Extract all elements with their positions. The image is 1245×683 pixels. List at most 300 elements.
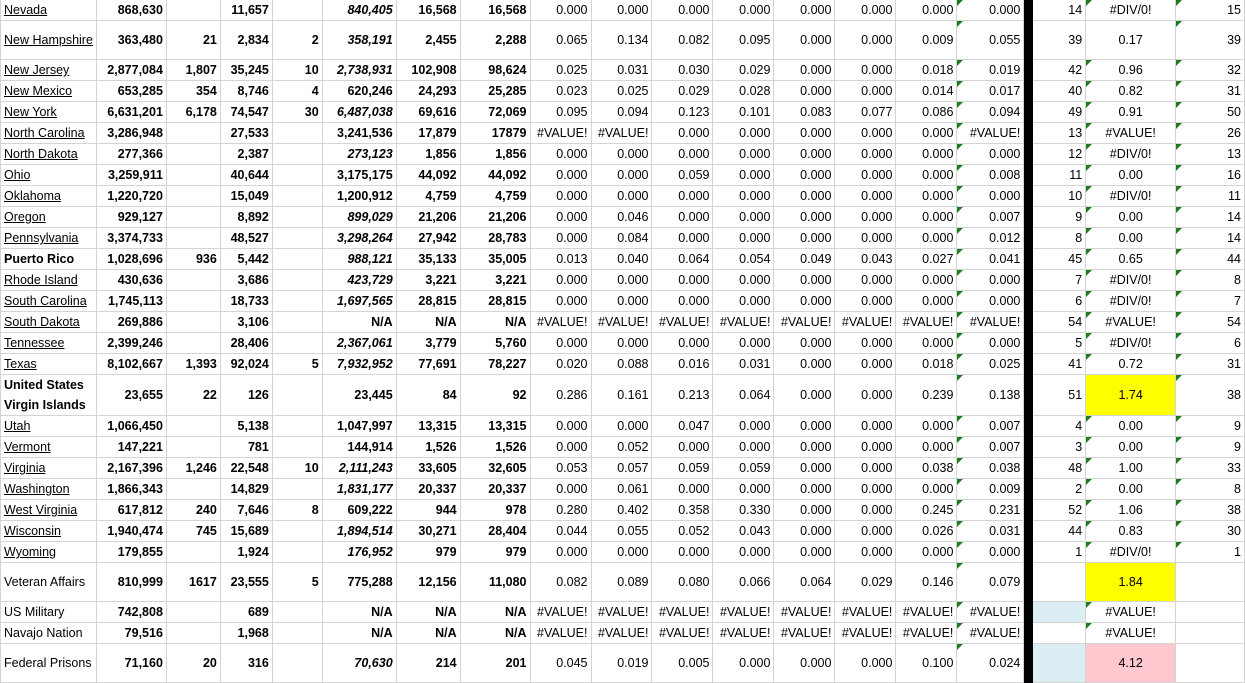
- ratio-cell[interactable]: 0.088: [591, 354, 652, 375]
- ratio-cell[interactable]: 0.025: [530, 60, 591, 81]
- population-cell[interactable]: 8,102,667: [96, 354, 166, 375]
- ratio-cell[interactable]: 0.000: [652, 270, 713, 291]
- rank-cell[interactable]: [1033, 602, 1086, 623]
- col-f-cell[interactable]: 273,123: [322, 144, 396, 165]
- col-e-cell[interactable]: [272, 416, 322, 437]
- secondary-rank-cell[interactable]: 13: [1176, 144, 1245, 165]
- population-cell[interactable]: 1,028,696: [96, 249, 166, 270]
- col-c-cell[interactable]: 1,393: [166, 354, 220, 375]
- jurisdiction-name-cell[interactable]: Puerto Rico: [1, 249, 97, 270]
- ratio-cell[interactable]: 0.000: [713, 228, 774, 249]
- ratio-cell[interactable]: 0.000: [774, 144, 835, 165]
- col-f-cell[interactable]: N/A: [322, 602, 396, 623]
- secondary-rank-cell[interactable]: [1176, 563, 1245, 602]
- col-h-cell[interactable]: 25,285: [460, 81, 530, 102]
- secondary-rank-cell[interactable]: [1176, 602, 1245, 623]
- col-h-cell[interactable]: 17879: [460, 123, 530, 144]
- ratio-cell[interactable]: 0.027: [896, 249, 957, 270]
- col-e-cell[interactable]: [272, 644, 322, 683]
- ratio-cell[interactable]: 0.000: [896, 416, 957, 437]
- ratio-cell[interactable]: 0.009: [957, 479, 1024, 500]
- ratio-cell[interactable]: 0.005: [652, 644, 713, 683]
- col-d-cell[interactable]: 3,106: [220, 312, 272, 333]
- col-f-cell[interactable]: 2,738,931: [322, 60, 396, 81]
- rank-cell[interactable]: [1033, 623, 1086, 644]
- ratio-cell[interactable]: 0.000: [835, 437, 896, 458]
- ratio-cell[interactable]: 0.000: [713, 479, 774, 500]
- ratio-cell[interactable]: 0.000: [774, 479, 835, 500]
- col-d-cell[interactable]: 7,646: [220, 500, 272, 521]
- col-d-cell[interactable]: 92,024: [220, 354, 272, 375]
- ratio-cell[interactable]: 0.031: [591, 60, 652, 81]
- population-cell[interactable]: 1,220,720: [96, 186, 166, 207]
- col-d-cell[interactable]: 2,834: [220, 21, 272, 60]
- population-cell[interactable]: 810,999: [96, 563, 166, 602]
- col-c-cell[interactable]: 6,178: [166, 102, 220, 123]
- col-d-cell[interactable]: 8,746: [220, 81, 272, 102]
- col-e-cell[interactable]: [272, 437, 322, 458]
- ratio-cell[interactable]: 0.029: [835, 563, 896, 602]
- ratio-cell[interactable]: #VALUE!: [530, 623, 591, 644]
- col-g-cell[interactable]: 3,779: [396, 333, 460, 354]
- secondary-rank-cell[interactable]: 16: [1176, 165, 1245, 186]
- secondary-rank-cell[interactable]: [1176, 623, 1245, 644]
- state-link-cell[interactable]: Ohio: [1, 165, 97, 186]
- score-cell[interactable]: 0.00: [1086, 479, 1176, 500]
- ratio-cell[interactable]: 0.059: [652, 165, 713, 186]
- ratio-cell[interactable]: 0.000: [835, 123, 896, 144]
- ratio-cell[interactable]: 0.358: [652, 500, 713, 521]
- state-link-cell[interactable]: West Virginia: [1, 500, 97, 521]
- score-cell[interactable]: 1.06: [1086, 500, 1176, 521]
- ratio-cell[interactable]: 0.047: [652, 416, 713, 437]
- ratio-cell[interactable]: #VALUE!: [774, 312, 835, 333]
- population-cell[interactable]: 71,160: [96, 644, 166, 683]
- ratio-cell[interactable]: 0.086: [896, 102, 957, 123]
- ratio-cell[interactable]: 0.041: [957, 249, 1024, 270]
- col-c-cell[interactable]: [166, 270, 220, 291]
- rank-cell[interactable]: 5: [1033, 333, 1086, 354]
- col-c-cell[interactable]: 936: [166, 249, 220, 270]
- ratio-cell[interactable]: 0.000: [835, 333, 896, 354]
- score-cell[interactable]: #DIV/0!: [1086, 0, 1176, 21]
- col-f-cell[interactable]: 6,487,038: [322, 102, 396, 123]
- col-e-cell[interactable]: 10: [272, 60, 322, 81]
- ratio-cell[interactable]: 0.000: [713, 644, 774, 683]
- col-c-cell[interactable]: [166, 542, 220, 563]
- col-h-cell[interactable]: 16,568: [460, 0, 530, 21]
- state-link-cell[interactable]: New Jersey: [1, 60, 97, 81]
- ratio-cell[interactable]: #VALUE!: [957, 623, 1024, 644]
- ratio-cell[interactable]: #VALUE!: [835, 312, 896, 333]
- col-d-cell[interactable]: 35,245: [220, 60, 272, 81]
- ratio-cell[interactable]: 0.000: [530, 291, 591, 312]
- rank-cell[interactable]: 8: [1033, 228, 1086, 249]
- secondary-rank-cell[interactable]: 11: [1176, 186, 1245, 207]
- col-f-cell[interactable]: 609,222: [322, 500, 396, 521]
- col-g-cell[interactable]: 1,856: [396, 144, 460, 165]
- col-g-cell[interactable]: N/A: [396, 312, 460, 333]
- ratio-cell[interactable]: #VALUE!: [591, 623, 652, 644]
- col-d-cell[interactable]: 126: [220, 375, 272, 416]
- ratio-cell[interactable]: 0.031: [957, 521, 1024, 542]
- col-d-cell[interactable]: 14,829: [220, 479, 272, 500]
- col-f-cell[interactable]: 620,246: [322, 81, 396, 102]
- ratio-cell[interactable]: 0.000: [896, 0, 957, 21]
- ratio-cell[interactable]: 0.080: [652, 563, 713, 602]
- ratio-cell[interactable]: 0.000: [774, 123, 835, 144]
- score-cell[interactable]: #DIV/0!: [1086, 144, 1176, 165]
- ratio-cell[interactable]: 0.082: [530, 563, 591, 602]
- ratio-cell[interactable]: 0.000: [835, 270, 896, 291]
- score-cell[interactable]: 1.74: [1086, 375, 1176, 416]
- score-cell[interactable]: #DIV/0!: [1086, 291, 1176, 312]
- col-d-cell[interactable]: 1,924: [220, 542, 272, 563]
- col-e-cell[interactable]: [272, 542, 322, 563]
- col-c-cell[interactable]: [166, 437, 220, 458]
- secondary-rank-cell[interactable]: 8: [1176, 479, 1245, 500]
- col-g-cell[interactable]: 27,942: [396, 228, 460, 249]
- score-cell[interactable]: 0.65: [1086, 249, 1176, 270]
- secondary-rank-cell[interactable]: 15: [1176, 0, 1245, 21]
- ratio-cell[interactable]: 0.000: [530, 542, 591, 563]
- col-h-cell[interactable]: 5,760: [460, 333, 530, 354]
- ratio-cell[interactable]: 0.052: [591, 437, 652, 458]
- jurisdiction-name-cell[interactable]: United States Virgin Islands: [1, 375, 97, 416]
- rank-cell[interactable]: 39: [1033, 21, 1086, 60]
- ratio-cell[interactable]: 0.134: [591, 21, 652, 60]
- ratio-cell[interactable]: #VALUE!: [957, 123, 1024, 144]
- secondary-rank-cell[interactable]: 7: [1176, 291, 1245, 312]
- state-link-cell[interactable]: North Carolina: [1, 123, 97, 144]
- col-f-cell[interactable]: 144,914: [322, 437, 396, 458]
- population-cell[interactable]: 1,745,113: [96, 291, 166, 312]
- ratio-cell[interactable]: 0.014: [896, 81, 957, 102]
- ratio-cell[interactable]: 0.000: [835, 144, 896, 165]
- secondary-rank-cell[interactable]: 8: [1176, 270, 1245, 291]
- state-link-cell[interactable]: Oregon: [1, 207, 97, 228]
- ratio-cell[interactable]: 0.000: [896, 123, 957, 144]
- rank-cell[interactable]: 51: [1033, 375, 1086, 416]
- col-c-cell[interactable]: 745: [166, 521, 220, 542]
- ratio-cell[interactable]: 0.000: [713, 416, 774, 437]
- ratio-cell[interactable]: 0.000: [530, 416, 591, 437]
- ratio-cell[interactable]: 0.054: [713, 249, 774, 270]
- ratio-cell[interactable]: 0.059: [652, 458, 713, 479]
- col-d-cell[interactable]: 48,527: [220, 228, 272, 249]
- rank-cell[interactable]: 14: [1033, 0, 1086, 21]
- col-c-cell[interactable]: 240: [166, 500, 220, 521]
- ratio-cell[interactable]: #VALUE!: [774, 602, 835, 623]
- ratio-cell[interactable]: #VALUE!: [835, 623, 896, 644]
- ratio-cell[interactable]: 0.095: [530, 102, 591, 123]
- col-f-cell[interactable]: 775,288: [322, 563, 396, 602]
- ratio-cell[interactable]: 0.019: [957, 60, 1024, 81]
- col-e-cell[interactable]: [272, 207, 322, 228]
- ratio-cell[interactable]: 0.019: [591, 644, 652, 683]
- rank-cell[interactable]: 48: [1033, 458, 1086, 479]
- ratio-cell[interactable]: 0.000: [713, 542, 774, 563]
- ratio-cell[interactable]: 0.000: [652, 542, 713, 563]
- ratio-cell[interactable]: 0.138: [957, 375, 1024, 416]
- ratio-cell[interactable]: 0.000: [835, 186, 896, 207]
- ratio-cell[interactable]: 0.000: [774, 375, 835, 416]
- state-link-cell[interactable]: Wyoming: [1, 542, 97, 563]
- rank-cell[interactable]: 44: [1033, 521, 1086, 542]
- ratio-cell[interactable]: 0.000: [957, 270, 1024, 291]
- ratio-cell[interactable]: #VALUE!: [591, 123, 652, 144]
- state-link-cell[interactable]: Pennsylvania: [1, 228, 97, 249]
- ratio-cell[interactable]: 0.024: [957, 644, 1024, 683]
- state-link-cell[interactable]: South Dakota: [1, 312, 97, 333]
- ratio-cell[interactable]: 0.055: [591, 521, 652, 542]
- ratio-cell[interactable]: 0.028: [713, 81, 774, 102]
- state-link-cell[interactable]: Nevada: [1, 0, 97, 21]
- rank-cell[interactable]: 10: [1033, 186, 1086, 207]
- col-c-cell[interactable]: [166, 312, 220, 333]
- ratio-cell[interactable]: #VALUE!: [530, 312, 591, 333]
- col-g-cell[interactable]: 13,315: [396, 416, 460, 437]
- score-cell[interactable]: 0.00: [1086, 416, 1176, 437]
- ratio-cell[interactable]: 0.000: [774, 333, 835, 354]
- col-c-cell[interactable]: 20: [166, 644, 220, 683]
- ratio-cell[interactable]: 0.077: [835, 102, 896, 123]
- col-e-cell[interactable]: 5: [272, 354, 322, 375]
- ratio-cell[interactable]: #VALUE!: [774, 623, 835, 644]
- rank-cell[interactable]: 2: [1033, 479, 1086, 500]
- ratio-cell[interactable]: 0.000: [774, 186, 835, 207]
- col-g-cell[interactable]: 1,526: [396, 437, 460, 458]
- population-cell[interactable]: 617,812: [96, 500, 166, 521]
- ratio-cell[interactable]: 0.000: [591, 144, 652, 165]
- ratio-cell[interactable]: 0.057: [591, 458, 652, 479]
- secondary-rank-cell[interactable]: 9: [1176, 416, 1245, 437]
- score-cell[interactable]: 4.12: [1086, 644, 1176, 683]
- ratio-cell[interactable]: 0.000: [774, 542, 835, 563]
- col-f-cell[interactable]: 7,932,952: [322, 354, 396, 375]
- ratio-cell[interactable]: 0.100: [896, 644, 957, 683]
- population-cell[interactable]: 653,285: [96, 81, 166, 102]
- ratio-cell[interactable]: 0.055: [957, 21, 1024, 60]
- population-cell[interactable]: 2,167,396: [96, 458, 166, 479]
- col-d-cell[interactable]: 8,892: [220, 207, 272, 228]
- ratio-cell[interactable]: 0.046: [591, 207, 652, 228]
- col-e-cell[interactable]: [272, 623, 322, 644]
- ratio-cell[interactable]: 0.045: [530, 644, 591, 683]
- population-cell[interactable]: 2,877,084: [96, 60, 166, 81]
- ratio-cell[interactable]: 0.030: [652, 60, 713, 81]
- ratio-cell[interactable]: 0.000: [957, 291, 1024, 312]
- ratio-cell[interactable]: #VALUE!: [896, 623, 957, 644]
- ratio-cell[interactable]: 0.000: [713, 333, 774, 354]
- ratio-cell[interactable]: 0.023: [530, 81, 591, 102]
- ratio-cell[interactable]: 0.083: [774, 102, 835, 123]
- ratio-cell[interactable]: 0.079: [957, 563, 1024, 602]
- ratio-cell[interactable]: 0.043: [835, 249, 896, 270]
- secondary-rank-cell[interactable]: 14: [1176, 207, 1245, 228]
- col-e-cell[interactable]: [272, 375, 322, 416]
- col-c-cell[interactable]: [166, 602, 220, 623]
- ratio-cell[interactable]: #VALUE!: [591, 312, 652, 333]
- col-f-cell[interactable]: 70,630: [322, 644, 396, 683]
- col-f-cell[interactable]: 23,445: [322, 375, 396, 416]
- col-e-cell[interactable]: 2: [272, 21, 322, 60]
- col-h-cell[interactable]: 92: [460, 375, 530, 416]
- ratio-cell[interactable]: 0.000: [896, 165, 957, 186]
- secondary-rank-cell[interactable]: 38: [1176, 500, 1245, 521]
- col-h-cell[interactable]: 978: [460, 500, 530, 521]
- population-cell[interactable]: 868,630: [96, 0, 166, 21]
- ratio-cell[interactable]: 0.000: [713, 291, 774, 312]
- ratio-cell[interactable]: 0.000: [835, 479, 896, 500]
- ratio-cell[interactable]: #VALUE!: [652, 623, 713, 644]
- ratio-cell[interactable]: 0.000: [774, 270, 835, 291]
- ratio-cell[interactable]: 0.000: [835, 375, 896, 416]
- population-cell[interactable]: 79,516: [96, 623, 166, 644]
- ratio-cell[interactable]: 0.064: [652, 249, 713, 270]
- ratio-cell[interactable]: #VALUE!: [835, 602, 896, 623]
- ratio-cell[interactable]: 0.000: [835, 354, 896, 375]
- rank-cell[interactable]: 7: [1033, 270, 1086, 291]
- ratio-cell[interactable]: 0.000: [774, 0, 835, 21]
- secondary-rank-cell[interactable]: 44: [1176, 249, 1245, 270]
- ratio-cell[interactable]: 0.000: [835, 521, 896, 542]
- ratio-cell[interactable]: 0.000: [530, 165, 591, 186]
- ratio-cell[interactable]: 0.000: [713, 186, 774, 207]
- col-f-cell[interactable]: 1,894,514: [322, 521, 396, 542]
- secondary-rank-cell[interactable]: 9: [1176, 437, 1245, 458]
- ratio-cell[interactable]: 0.000: [774, 354, 835, 375]
- state-link-cell[interactable]: Washington: [1, 479, 97, 500]
- ratio-cell[interactable]: #VALUE!: [713, 312, 774, 333]
- rank-cell[interactable]: 52: [1033, 500, 1086, 521]
- col-d-cell[interactable]: 27,533: [220, 123, 272, 144]
- ratio-cell[interactable]: 0.000: [774, 207, 835, 228]
- rank-cell[interactable]: [1033, 644, 1086, 683]
- ratio-cell[interactable]: 0.000: [774, 81, 835, 102]
- secondary-rank-cell[interactable]: 14: [1176, 228, 1245, 249]
- ratio-cell[interactable]: 0.000: [652, 123, 713, 144]
- col-h-cell[interactable]: 20,337: [460, 479, 530, 500]
- ratio-cell[interactable]: 0.000: [835, 644, 896, 683]
- col-e-cell[interactable]: [272, 165, 322, 186]
- col-h-cell[interactable]: 28,783: [460, 228, 530, 249]
- col-g-cell[interactable]: 84: [396, 375, 460, 416]
- col-f-cell[interactable]: N/A: [322, 312, 396, 333]
- col-f-cell[interactable]: N/A: [322, 623, 396, 644]
- ratio-cell[interactable]: 0.038: [896, 458, 957, 479]
- col-c-cell[interactable]: [166, 207, 220, 228]
- ratio-cell[interactable]: 0.000: [652, 228, 713, 249]
- col-e-cell[interactable]: [272, 521, 322, 542]
- ratio-cell[interactable]: 0.000: [835, 500, 896, 521]
- score-cell[interactable]: #DIV/0!: [1086, 270, 1176, 291]
- ratio-cell[interactable]: 0.009: [896, 21, 957, 60]
- col-d-cell[interactable]: 1,968: [220, 623, 272, 644]
- ratio-cell[interactable]: 0.245: [896, 500, 957, 521]
- ratio-cell[interactable]: 0.000: [591, 542, 652, 563]
- ratio-cell[interactable]: 0.239: [896, 375, 957, 416]
- ratio-cell[interactable]: 0.000: [896, 207, 957, 228]
- score-cell[interactable]: 0.83: [1086, 521, 1176, 542]
- rank-cell[interactable]: 1: [1033, 542, 1086, 563]
- ratio-cell[interactable]: 0.025: [957, 354, 1024, 375]
- score-cell[interactable]: 0.00: [1086, 437, 1176, 458]
- ratio-cell[interactable]: 0.007: [957, 207, 1024, 228]
- col-c-cell[interactable]: [166, 291, 220, 312]
- ratio-cell[interactable]: 0.000: [591, 165, 652, 186]
- population-cell[interactable]: 1,940,474: [96, 521, 166, 542]
- col-c-cell[interactable]: 354: [166, 81, 220, 102]
- jurisdiction-name-cell[interactable]: Veteran Affairs: [1, 563, 97, 602]
- ratio-cell[interactable]: 0.000: [774, 165, 835, 186]
- col-d-cell[interactable]: 18,733: [220, 291, 272, 312]
- ratio-cell[interactable]: 0.000: [957, 542, 1024, 563]
- ratio-cell[interactable]: 0.000: [896, 333, 957, 354]
- rank-cell[interactable]: 40: [1033, 81, 1086, 102]
- ratio-cell[interactable]: #VALUE!: [591, 602, 652, 623]
- score-cell[interactable]: #DIV/0!: [1086, 333, 1176, 354]
- ratio-cell[interactable]: 0.000: [896, 291, 957, 312]
- ratio-cell[interactable]: 0.000: [835, 207, 896, 228]
- col-g-cell[interactable]: 12,156: [396, 563, 460, 602]
- ratio-cell[interactable]: 0.161: [591, 375, 652, 416]
- col-c-cell[interactable]: [166, 144, 220, 165]
- col-h-cell[interactable]: 1,526: [460, 437, 530, 458]
- col-h-cell[interactable]: 28,815: [460, 291, 530, 312]
- col-g-cell[interactable]: 35,133: [396, 249, 460, 270]
- col-d-cell[interactable]: 781: [220, 437, 272, 458]
- ratio-cell[interactable]: 0.000: [774, 437, 835, 458]
- secondary-rank-cell[interactable]: 26: [1176, 123, 1245, 144]
- col-f-cell[interactable]: 1,697,565: [322, 291, 396, 312]
- ratio-cell[interactable]: 0.000: [957, 186, 1024, 207]
- population-cell[interactable]: 147,221: [96, 437, 166, 458]
- ratio-cell[interactable]: #VALUE!: [896, 602, 957, 623]
- ratio-cell[interactable]: 0.000: [957, 333, 1024, 354]
- ratio-cell[interactable]: 0.000: [835, 21, 896, 60]
- ratio-cell[interactable]: 0.000: [835, 416, 896, 437]
- secondary-rank-cell[interactable]: 6: [1176, 333, 1245, 354]
- score-cell[interactable]: #VALUE!: [1086, 602, 1176, 623]
- ratio-cell[interactable]: #VALUE!: [957, 312, 1024, 333]
- ratio-cell[interactable]: #VALUE!: [530, 602, 591, 623]
- secondary-rank-cell[interactable]: 38: [1176, 375, 1245, 416]
- ratio-cell[interactable]: 0.000: [530, 228, 591, 249]
- col-g-cell[interactable]: 3,221: [396, 270, 460, 291]
- score-cell[interactable]: 1.00: [1086, 458, 1176, 479]
- ratio-cell[interactable]: 0.007: [957, 416, 1024, 437]
- population-cell[interactable]: 269,886: [96, 312, 166, 333]
- rank-cell[interactable]: 54: [1033, 312, 1086, 333]
- ratio-cell[interactable]: 0.064: [713, 375, 774, 416]
- ratio-cell[interactable]: 0.000: [652, 144, 713, 165]
- ratio-cell[interactable]: 0.066: [713, 563, 774, 602]
- secondary-rank-cell[interactable]: 31: [1176, 81, 1245, 102]
- col-e-cell[interactable]: [272, 228, 322, 249]
- col-h-cell[interactable]: 979: [460, 542, 530, 563]
- ratio-cell[interactable]: 0.000: [896, 437, 957, 458]
- ratio-cell[interactable]: 0.000: [591, 186, 652, 207]
- secondary-rank-cell[interactable]: 30: [1176, 521, 1245, 542]
- ratio-cell[interactable]: 0.000: [713, 165, 774, 186]
- col-e-cell[interactable]: 8: [272, 500, 322, 521]
- ratio-cell[interactable]: 0.402: [591, 500, 652, 521]
- population-cell[interactable]: 1,866,343: [96, 479, 166, 500]
- state-link-cell[interactable]: Utah: [1, 416, 97, 437]
- ratio-cell[interactable]: #VALUE!: [713, 602, 774, 623]
- col-d-cell[interactable]: 15,049: [220, 186, 272, 207]
